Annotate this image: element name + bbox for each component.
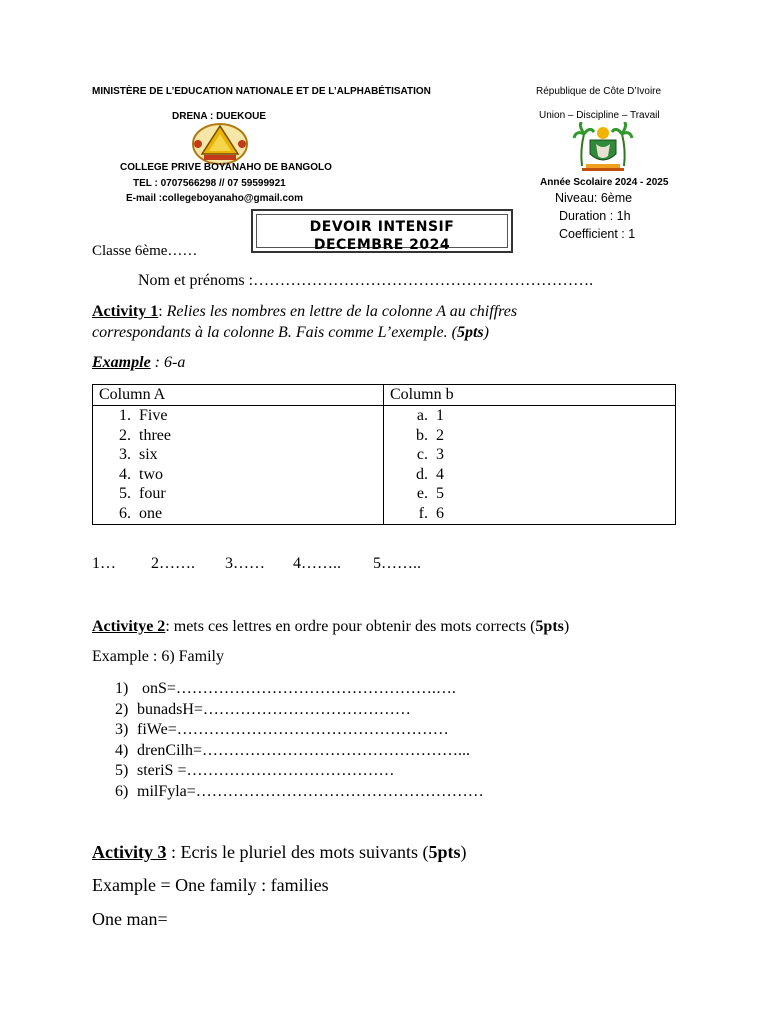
activity3-instruction: : Ecris le pluriel des mots suivants ( — [166, 842, 429, 862]
example-value: : 6-a — [150, 354, 186, 371]
item-value: Five — [139, 407, 168, 424]
list-item — [115, 720, 484, 741]
activity1-label: Activity 1 — [92, 303, 159, 320]
item-value: 2 — [436, 426, 444, 444]
table-header-row — [93, 385, 676, 406]
item-number: 4) — [115, 741, 129, 759]
item-number: e. — [416, 485, 428, 503]
item-number: f. — [418, 504, 428, 522]
activity1-line2 — [92, 324, 489, 342]
college-logo-icon — [190, 120, 250, 166]
column-a-cell — [93, 406, 384, 525]
activity2-example: Example : 6) Family — [92, 648, 224, 665]
list-item — [99, 484, 377, 504]
activity3-item: One man= — [92, 909, 168, 929]
item-value: 3 — [436, 446, 444, 464]
item-number: 6. — [119, 504, 131, 522]
item-value: two — [139, 465, 163, 483]
item-value: three — [139, 426, 171, 444]
activity2-heading — [92, 618, 569, 636]
name-field: Nom et prénoms :………………………………………………………. — [138, 272, 594, 289]
answer-slot: 4…….. — [293, 555, 341, 572]
column-b-list — [390, 406, 669, 524]
list-item — [99, 504, 377, 524]
item-number: b. — [416, 426, 428, 444]
item-number: 2) — [115, 700, 129, 718]
item-value: milFyla=……………………………………………… — [137, 782, 484, 800]
list-item — [99, 465, 377, 485]
item-number: c. — [416, 446, 428, 464]
list-item — [115, 700, 484, 721]
column-b-cell — [384, 406, 676, 525]
item-value: steriS =………………………………… — [137, 762, 395, 779]
list-item — [390, 406, 669, 426]
item-number: 5) — [115, 762, 129, 779]
item-value: 5 — [436, 485, 444, 503]
column-b-header: Column b — [384, 385, 676, 406]
item-number: d. — [416, 465, 428, 483]
item-value: 6 — [436, 504, 444, 522]
list-item — [115, 741, 484, 762]
exam-title-box — [251, 209, 513, 253]
list-item — [115, 761, 484, 782]
item-number: a. — [416, 407, 428, 424]
list-item — [115, 679, 484, 700]
activity2-label: Activitye 2 — [92, 618, 166, 635]
item-value: drenCilh=…………………………………………... — [137, 741, 471, 759]
activity2-list — [115, 679, 484, 802]
activity3-example: Example = One family : families — [92, 875, 329, 895]
list-item — [390, 504, 669, 524]
drena-label: DRENA : DUEKOUE — [172, 111, 267, 122]
item-value: bunadsH=………………………………… — [137, 700, 411, 718]
item-number: 2. — [119, 426, 131, 444]
activity2-close: ) — [563, 618, 570, 635]
item-number: 5. — [119, 485, 131, 503]
activity1-example — [92, 354, 185, 372]
item-value: 4 — [436, 465, 444, 483]
activity3-label: Activity 3 — [92, 842, 167, 862]
ministry-title: MINISTÈRE DE L’EDUCATION NATIONALE ET DE L’ALPHABÉTISATION — [92, 86, 431, 97]
answer-slot: 3…… — [225, 555, 265, 572]
exam-date: DECEMBRE 2024 — [313, 237, 451, 253]
activity1-colon: : — [158, 303, 163, 320]
item-number: 1. — [119, 407, 131, 424]
column-a-header: Column A — [93, 385, 384, 406]
activity1-instruction2: correspondants à la colonne B. Fais comme L’exemple. ( — [92, 324, 457, 341]
activity1-instruction: Relies les nombres en lettre de la colonne A au chiffres — [162, 303, 518, 320]
item-value: onS=………………………………………….…. — [142, 680, 456, 697]
list-item — [99, 406, 377, 426]
item-value: 1 — [436, 407, 444, 424]
coefficient: Coefficient : 1 — [559, 227, 636, 241]
activity3-points: 5pts — [428, 842, 461, 862]
motto: Union – Discipline – Travail — [539, 110, 660, 121]
table-body-row — [93, 406, 676, 525]
exam-title: DEVOIR INTENSIF — [309, 219, 455, 235]
school-year: Année Scolaire 2024 - 2025 — [540, 177, 669, 188]
item-number: 4. — [119, 465, 131, 483]
niveau: Niveau: 6ème — [555, 191, 633, 205]
list-item — [390, 465, 669, 485]
answer-slot: 1… — [92, 555, 116, 572]
college-tel: TEL : 0707566298 // 07 59599921 — [133, 178, 286, 189]
list-item — [390, 426, 669, 446]
item-number: 3. — [119, 446, 131, 464]
item-value: one — [139, 504, 163, 522]
activity1-answers — [92, 555, 421, 573]
activity3-close: ) — [460, 842, 467, 862]
activity3-heading — [92, 842, 466, 863]
activity2-instruction: : mets ces lettres en ordre pour obtenir des mots corrects ( — [165, 618, 536, 635]
item-number: 3) — [115, 721, 129, 738]
list-item — [99, 445, 377, 465]
column-a-list — [99, 406, 377, 524]
list-item — [115, 782, 484, 803]
duration: Duration : 1h — [559, 209, 631, 223]
coat-of-arms-icon — [572, 122, 634, 174]
item-value: fiWe=…………………………………………… — [137, 721, 449, 738]
classe-label: Classe 6ème…… — [92, 243, 198, 259]
list-item — [390, 484, 669, 504]
activity1-points: 5pts — [456, 324, 484, 341]
college-email: E-mail :collegeboyanaho@gmail.com — [126, 193, 304, 204]
item-number: 6) — [115, 782, 129, 800]
republic-title: République de Côte D’Ivoire — [536, 86, 662, 97]
answer-slot: 5…….. — [373, 555, 421, 572]
list-item — [390, 445, 669, 465]
matching-table — [92, 384, 676, 525]
example-label: Example — [92, 354, 151, 371]
item-number: 1) — [115, 680, 129, 697]
activity1-line1 — [92, 303, 517, 321]
activity1-close: ) — [483, 324, 489, 341]
answer-slot: 2……. — [151, 555, 195, 572]
activity2-points: 5pts — [535, 618, 564, 635]
list-item — [99, 426, 377, 446]
item-value: six — [139, 446, 158, 464]
college-name: COLLEGE PRIVE BOYANAHO DE BANGOLO — [120, 162, 332, 173]
item-value: four — [139, 485, 166, 503]
